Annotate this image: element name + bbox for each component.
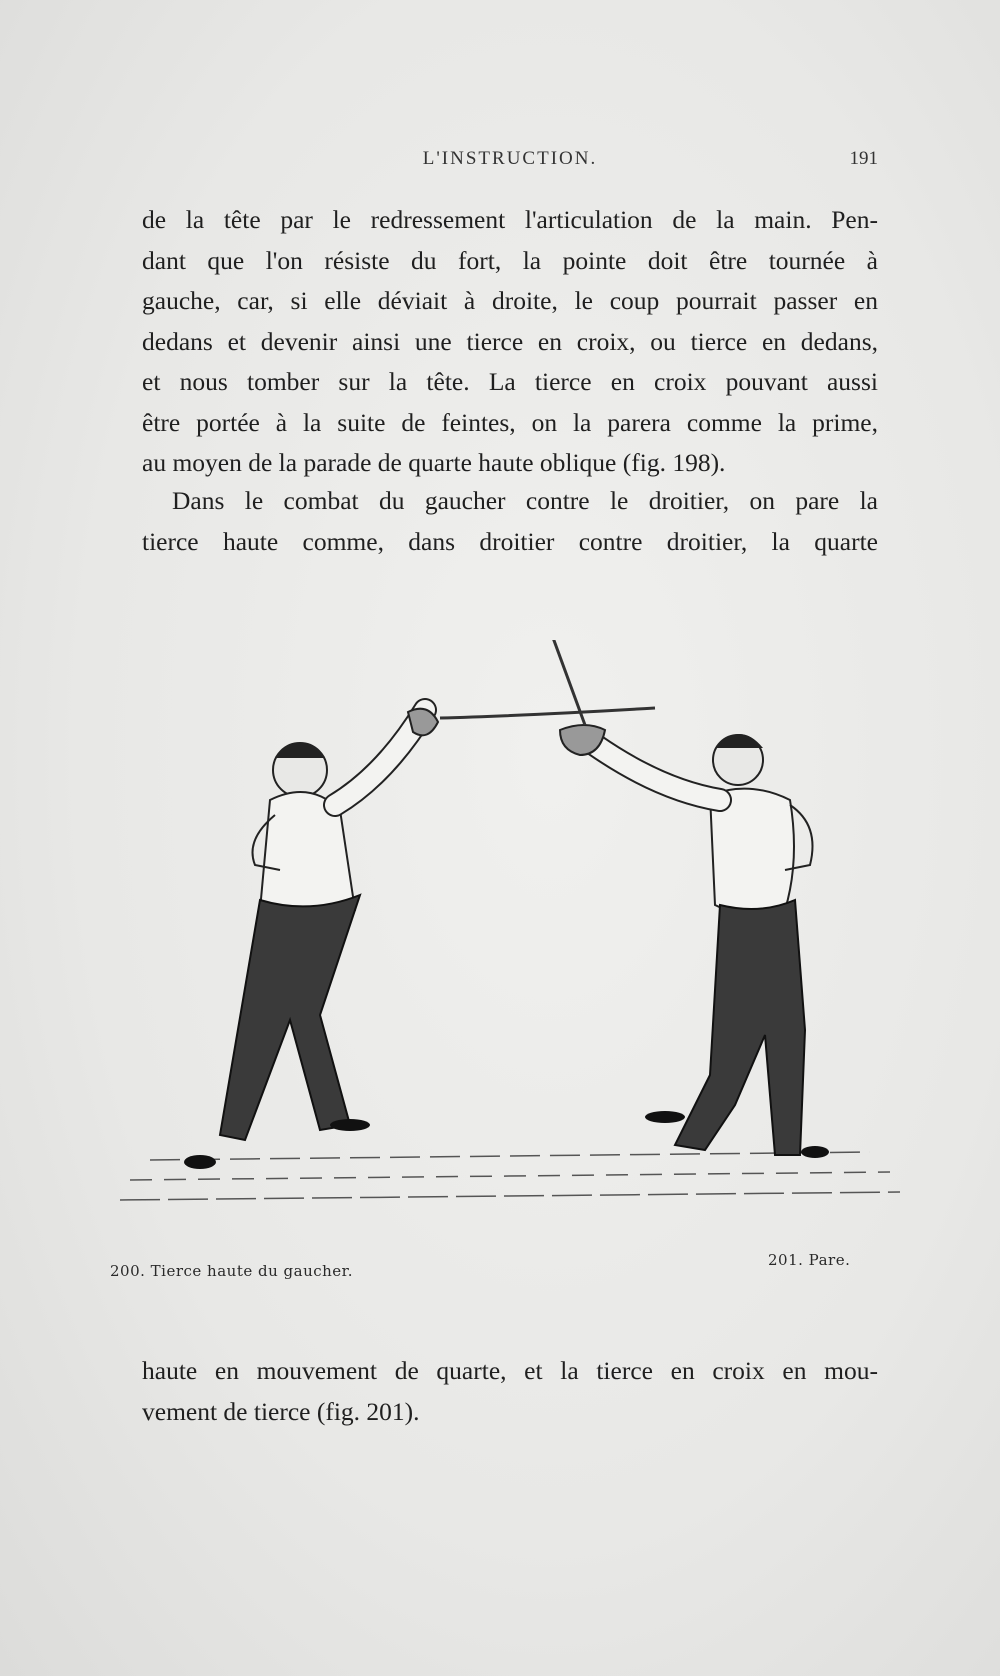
left-fencer [184, 708, 655, 1169]
floor-lines [120, 1152, 900, 1200]
text-line: être portée à la suite de feintes, on la parera comme la prime, [142, 407, 878, 437]
text-line: tierce haute comme, dans droitier contre droitier, la quarte [142, 526, 878, 556]
right-fencer [530, 640, 829, 1158]
paragraph-3 [142, 1351, 878, 1432]
text-line: au moyen de la parade de quarte haute oblique (fig. 198). [142, 448, 726, 477]
text-line: Dans le combat du gaucher contre le droitier, on pare la [172, 486, 878, 515]
fencing-illustration [90, 640, 930, 1240]
figure-caption-201: 201. Pare. [768, 1251, 851, 1269]
text-line: de la tête par le redressement l'articulation de la main. Pen- [142, 205, 878, 234]
text-line: dant que l'on résiste du fort, la pointe doit être tournée à [142, 245, 878, 275]
text-line: haute en mouvement de quarte, et la tierce en croix en mou- [142, 1356, 878, 1385]
text-line: vement de tierce (fig. 201). [142, 1396, 420, 1426]
running-head: L'INSTRUCTION. [422, 148, 598, 169]
page-number: 191 [849, 148, 878, 169]
text-line: dedans et devenir ainsi une tierce en croix, ou tierce en dedans, [142, 326, 878, 356]
paragraph-1 [142, 200, 878, 484]
page-header [142, 148, 878, 178]
text-line: et nous tomber sur la tête. La tierce en croix pouvant aussi [142, 367, 878, 396]
text-line: gauche, car, si elle déviait à droite, le coup pourrait passer en [142, 286, 878, 315]
paragraph-2 [142, 481, 878, 562]
figure-caption-200: 200. Tierce haute du gaucher. [110, 1262, 353, 1280]
